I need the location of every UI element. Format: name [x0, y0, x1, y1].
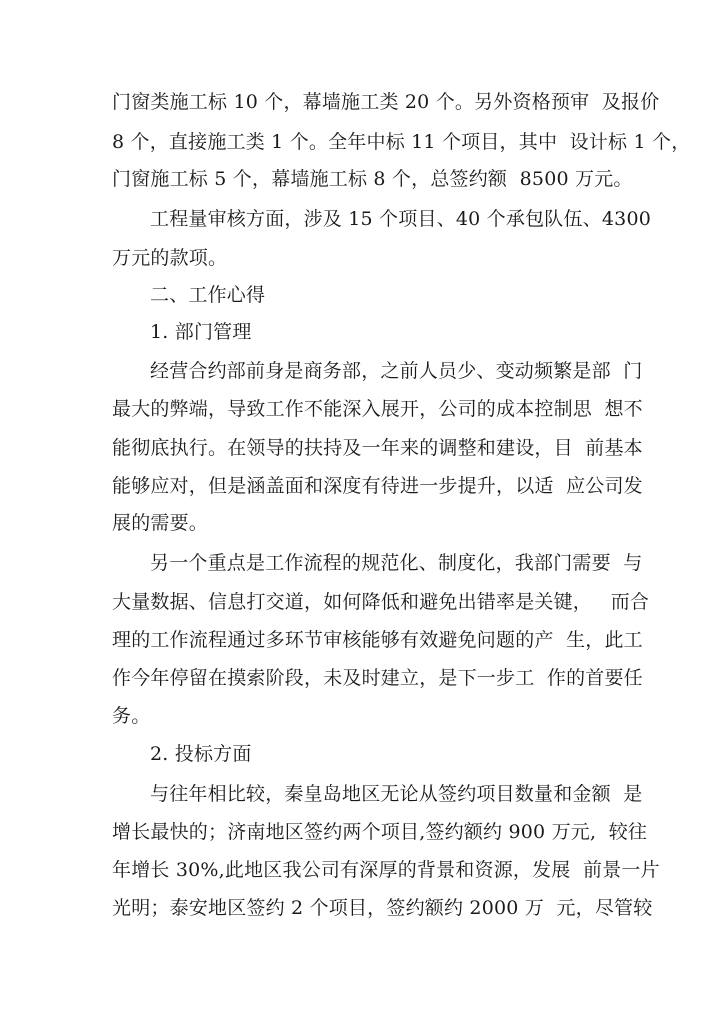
paragraph-line: 最大的弊端，导致工作不能深入展开，公司的成本控制思 想不: [112, 398, 643, 420]
paragraph-line: 与往年相比较，秦皇岛地区无论从签约项目数量和金额 是: [150, 783, 643, 805]
paragraph-line: 经营合约部前身是商务部，之前人员少、变动频繁是部 门: [150, 360, 643, 382]
paragraph-line: 能够应对，但是涵盖面和深度有待进一步提升，以适 应公司发: [112, 475, 643, 497]
paragraph-line: 另一个重点是工作流程的规范化、制度化，我部门需要 与: [150, 552, 643, 574]
subsection-heading: 1. 部门管理: [150, 321, 252, 343]
paragraph-line: 务。: [112, 705, 151, 727]
paragraph-line: 增长最快的；济南地区签约两个项目,签约额约 900 万元, 较往: [112, 821, 648, 843]
paragraph-line: 光明；泰安地区签约 2 个项目，签约额约 2000 万 元，尽管较: [112, 897, 653, 919]
paragraph-line: 8 个，直接施工类 1 个。全年中标 11 个项目，其中 设计标 1 个，: [112, 131, 691, 153]
paragraph-line: 作今年停留在摸索阶段，未及时建立，是下一步工 作的首要任: [112, 667, 643, 689]
paragraph-line: 年增长 30%,此地区我公司有深厚的背景和资源，发展 前景一片: [112, 859, 660, 881]
section-heading: 二、工作心得: [150, 284, 266, 306]
paragraph-line: 万元的款项。: [112, 247, 228, 269]
paragraph-line: 理的工作流程通过多环节审核能够有效避免问题的产 生，此工: [112, 629, 643, 651]
paragraph-line: 门窗施工标 5 个，幕墙施工标 8 个，总签约额 8500 万元。: [112, 168, 633, 190]
paragraph-line: 展的需要。: [112, 512, 209, 534]
paragraph-line: 大量数据、信息打交道，如何降低和避免出错率是关键， 而合: [112, 591, 650, 613]
subsection-heading: 2. 投标方面: [150, 743, 252, 765]
paragraph-line: 门窗类施工标 10 个，幕墙施工类 20 个。另外资格预审 及报价: [112, 91, 660, 113]
paragraph-line: 工程量审核方面，涉及 15 个项目、40 个承包队伍、4300: [150, 208, 652, 230]
paragraph-line: 能彻底执行。在领导的扶持及一年来的调整和建设，目 前基本: [112, 437, 643, 459]
